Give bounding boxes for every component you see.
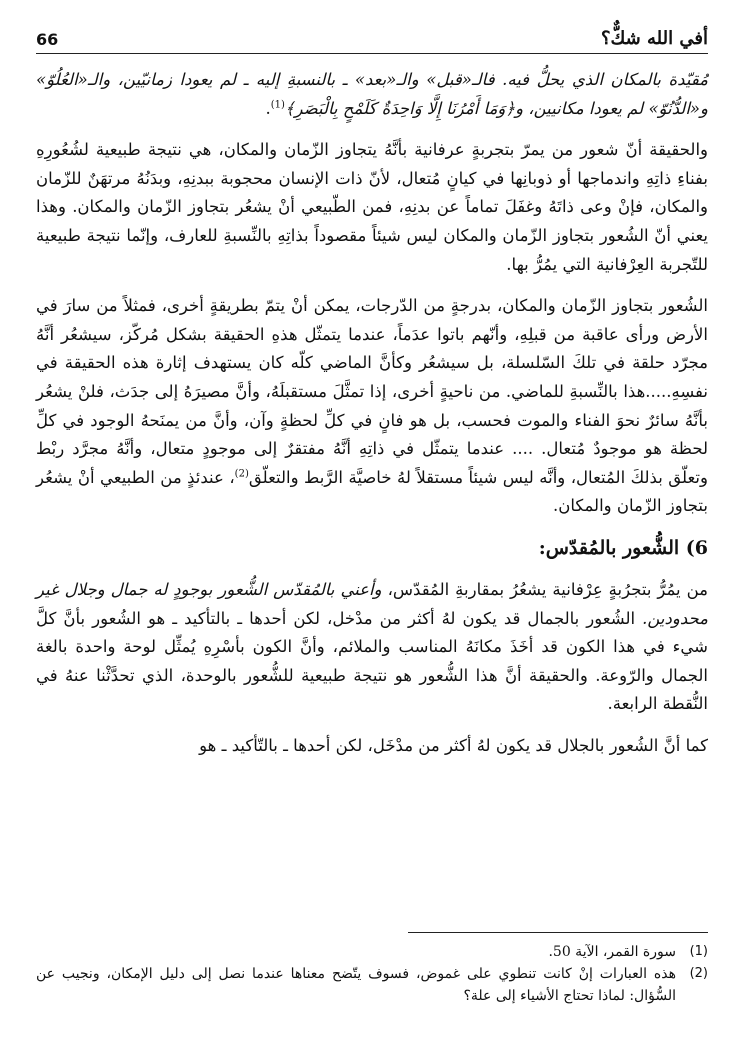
- page-number: 66: [36, 30, 59, 49]
- section-heading: 6) الشُّعور بالمُقدّس:: [538, 536, 708, 559]
- footnote-number: (2): [689, 966, 708, 981]
- paragraph-5: كما أنَّ الشُعور بالجلال قد يكون لهُ أكثر من مدْخَل، لكن أحدها ـ بالتّأكيد ـ هو: [199, 735, 708, 755]
- paragraph-4-rest: الشُعور بالجمال قد يكون لهُ أكثر من مدْخل، لكن أحدها ـ بالتأكيد ـ هو الشُعور بأنَّ كلَّ شيء في هذا الكون قد أخَذَ مكانَهُ المناسب والملائم، وأنَّ الكون بأسْرِهِ يُمثِّل لوحة واحدة بالغة الجمال والرّوعة. والحقيقة أنَّ هذا الشُّعور هو نتيجة طبيعية للشُّعور بالوحدة، الذي تحدَّثْنا عنهُ في النُّقطة الرابعة.: [36, 608, 708, 714]
- footnote-ref-2: (2): [234, 468, 249, 480]
- footnotes: [36, 932, 708, 1007]
- paragraph-3: [36, 292, 708, 521]
- paragraph-4-definition: وأعني بالمُقدّس الشُّعور بوجودٍ له جمال وجلال غير محدودين.: [36, 579, 708, 628]
- page-header: [36, 22, 708, 54]
- paragraph-3-text: الشُعور بتجاوز الزّمان والمكان، بدرجةٍ من الدّرجات، يمكن أنْ يتمّ بطريقةٍ أخرى، فمثلاً من سارَ في الأرض ورأى عاقبة من قبلِهِ، وأنّهم باتوا عدَماً، عندما يتمثّل هذهِ الحقيقة بشكل مُركّز، سيشعُر أنَّهُ مجرّد حلقة في تلكَ السّلسلة، بل سيشعُر وكأنَّ الماضي كلّه كان يستهدف إثارة هذه الحقيقة في نفسِهِ.....هذا بالنِّسبةِ للماضي. من ناحيةٍ أخرى، إذا تمثَّلَ مستقبلَهُ، وأنَّ مصيرَهُ إلى جدَث، فلنْ يشعُر بأنَّهُ سائرٌ نحوَ الفناء والموت فحسب، بل هو فانٍ في كلِّ لحظةٍ وآن، وأنَّ من يمنَحهُ الوجود في كلِّ لحظة هو موجودٌ مُتعال. .... عندما يتمثّل في ذاتِهِ أنَّهُ مفتقرٌ إلى موجودٍ متعال، وأنَّهُ مجرَّد ربْط وتعلّق بذلكَ المُتعال، وأنَّه ليس شيئاً مستقلاً لهُ خاصيَّة الرَّبط والتعلّق: [36, 296, 708, 487]
- quran-verse: ﴿وَمَا أَمْرُنَا إِلَّا وَاحِدَةٌ كَلَمْحٍ بِالْبَصَرِ﴾: [284, 98, 516, 118]
- footnote-number: (1): [689, 944, 708, 959]
- footnote-text: هذه العبارات إنْ كانت تنطوي على غموض، فسوف يتّضح معناها عندما نصل إلى دليل الإمكان، ونجيب عن السُّؤال: لماذا تحتاج الأشياء إلى علة؟: [36, 966, 676, 1004]
- paragraph-1-end: .: [265, 98, 271, 118]
- footnote-2: [36, 963, 708, 1007]
- footnote-1: [36, 941, 708, 963]
- paragraph-3-end: ، عندئذٍ من الطبيعي أنْ يشعُر بتجاوز الزّمان والمكان.: [36, 467, 708, 516]
- footnote-ref-1: (1): [270, 99, 285, 111]
- paragraph-1-text: مُقيّدة بالمكان الذي يحلُّ فيه. فالـ«قبل» والـ«بعد» ـ بالنسبةِ إليه ـ لم يعودا زمانيّين، والـ«العُلُوّ» و«الدُّنُوّ» لم يعودا مكانيين، و: [36, 70, 708, 118]
- running-title: أفي الله شكٌّ؟: [600, 28, 708, 49]
- paragraph-4-text: من يمُرُّ بتجرُبةٍ عِرْفانية يشعُرُ بمقاربةِ المُقدّس،: [381, 579, 708, 599]
- body-text: [36, 66, 708, 760]
- paragraph-1: [36, 66, 708, 123]
- paragraph-2: والحقيقة أنّ شعور من يمرّ بتجربةٍ عرفانية بأنَّهُ يتجاوز الزّمان والمكان، هي نتيجة طبيعية لشُعُورِهِ بفناءِ ذاتِهِ واندماجها أو ذوبانِها في كيانٍ مُتعال، لأنّ ذات الإنسان محجوبة ببدنِهِ، وبدَنُهُ مرتهَنٌ للزّمان والمكان، فإنْ وعى ذاتَهُ وغفَلَ تماماً عن بدنِهِ، فمن الطّبيعي أنْ يشعُر بتجاوز الزّمان والمكان. وهذا يعني أنّ الشُعور بتجاوز الزّمان والمكان ليس شيئاً مقصوداً بذاتِهِ بالنِّسبةِ للعارف، وإنّما نتيجة طبيعية للتّجربة العِرْفانية التي يمُرُّ بها.: [36, 140, 708, 274]
- footnote-text: سورة القمر، الآية 50.: [548, 944, 676, 960]
- paragraph-4: [36, 576, 708, 719]
- book-page: [36, 22, 708, 1032]
- footnote-divider: [408, 932, 708, 933]
